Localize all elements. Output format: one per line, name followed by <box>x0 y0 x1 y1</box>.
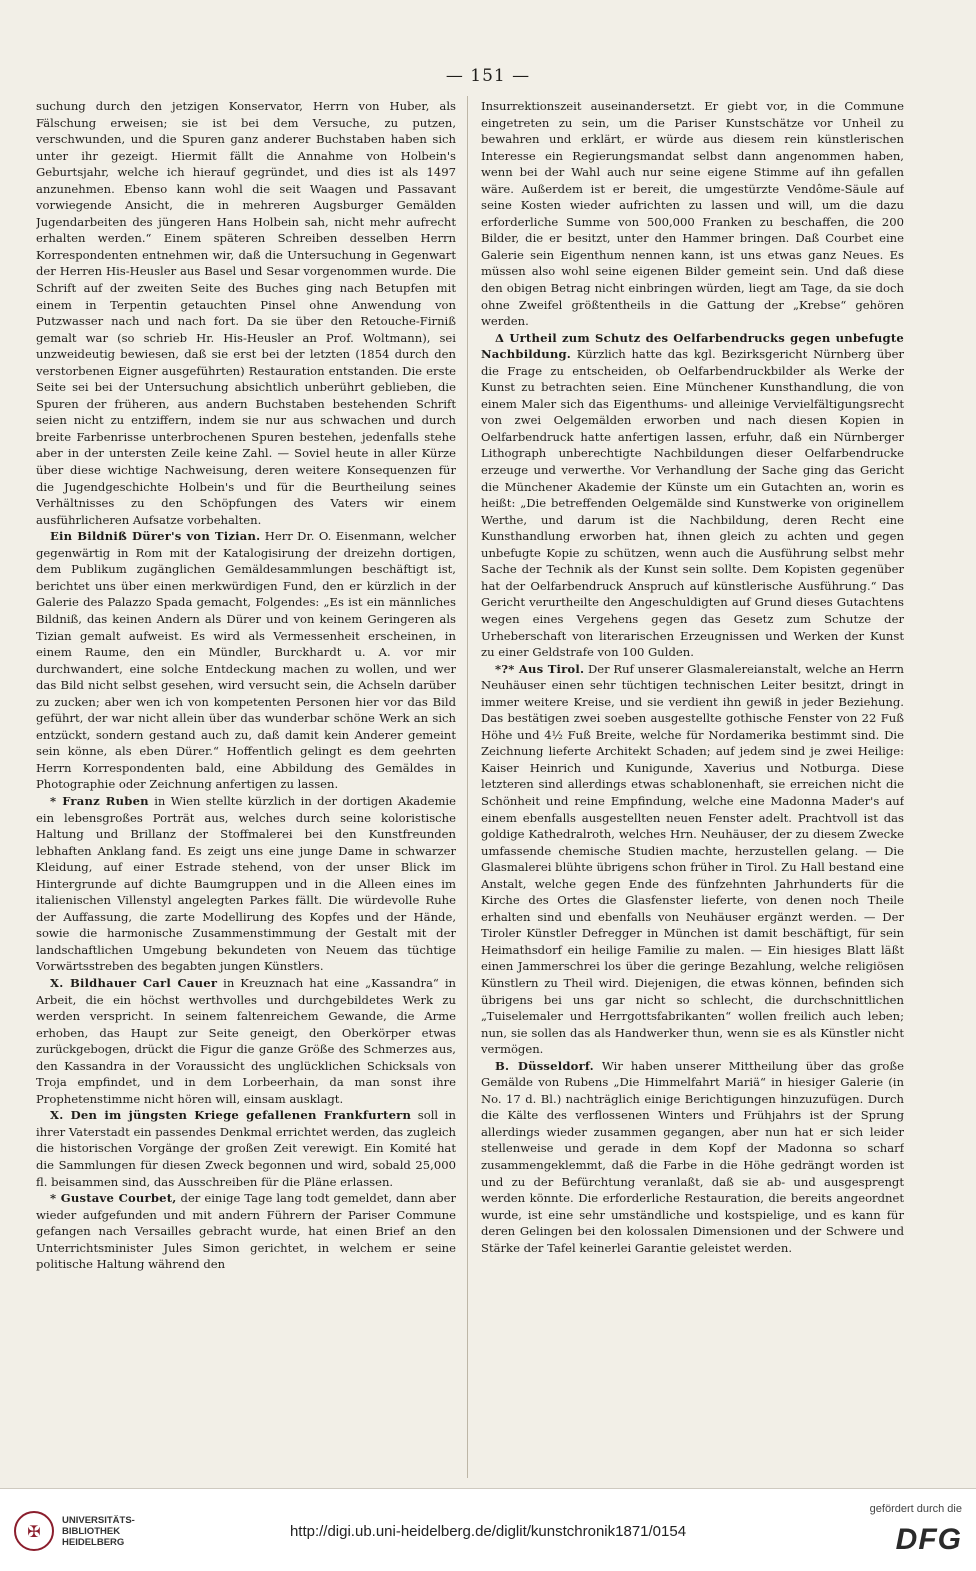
page-number: — 151 — <box>445 66 531 86</box>
article-heading: X. Den im jüngsten Kriege gefallenen Frankfurtern <box>50 1108 412 1123</box>
article-body: Herr Dr. O. Eisenmann, welcher gegenwärtig in Rom mit der Katalogisirung der dreizehn dortigen, dem Publikum zugänglichen Gemäldesammlungen beschäftigt ist, berichtet uns über einen merkwürdigen Fund, den er kürzlich in der Galerie des Palazzo Spada gemacht, Folgendes: „Es ist ein männliches Bildniß, das keinen Andern als Dürer und von keinem Geringeren als Tizian gemalt aufweist. Es wird als Vermessenheit erscheinen, in einem Raume, den ein Mündler, Burckhardt u. A. vor mir durchwandert, eine solche Entdeckung machen zu wollen, und wer das Bild nicht selbst gesehen, wird versucht sein, die Achseln darüber zu zucken; aber wen ich von kompetenten Personen hier vor das Bild geführt, der war nicht allein über das wunderbar schöne Werk an sich entzückt, sondern gestand auch zu, daß damit kein Anderer gemeint sein könne, als eben Dürer.“ Hoffentlich gelingt es dem geehrten Herrn Korrespondenten bald, eine Abbildung des Gemäldes in Photographie oder Zeichnung anfertigen zu lassen. <box>36 529 456 792</box>
article-tirol <box>481 661 904 1058</box>
article-body: in Wien stellte kürzlich in der dortigen Akademie ein lebensgroßes Porträt aus, welches durch seine koloristische Haltung und Brillanz der Stoffmalerei bei den Kunstfreunden lebhaften Anklang fand. Es zeigt uns eine junge Dame in schwarzer Kleidung, auf einer Estrade stehend, von der unser Blick im Hintergrunde auf dichte Baumgruppen und in die Alleen eines im italienischen Villenstyl angelegten Parkes fällt. Die würdevolle Ruhe der Auffassung, die zarte Modellirung des Kopfes und der Hände, sowie die harmonische Zusammenstimmung der Gestalt mit der landschaftlichen Umgebung bekundeten von Neuem das tüchtige Vorwärtsstreben des begabten jungen Künstlers. <box>36 793 456 974</box>
institution-name: UNIVERSITÄTS- BIBLIOTHEK HEIDELBERG <box>62 1514 135 1548</box>
viewer-footer <box>0 1488 976 1571</box>
column-divider <box>467 96 468 1478</box>
article-oelfarbendruck <box>481 330 904 661</box>
left-column <box>36 98 456 1484</box>
article-courbet <box>36 1190 456 1273</box>
article-heading: * Franz Ruben <box>50 793 149 808</box>
dfg-logo: DFG <box>895 1523 962 1556</box>
funded-label: gefördert durch die <box>869 1503 962 1515</box>
article-heading: B. Düsseldorf. <box>495 1058 594 1073</box>
article-body: soll in ihrer Vaterstadt ein passendes Denkmal errichtet werden, das zugleich die historischen Vorgänge der großen Zeit verewigt. Ein Komité hat die Sammlungen für diesen Zweck begonnen und wird, sobald 25,000 fl. beisammen sind, das Ausschreiben für die Pläne erlassen. <box>36 1108 456 1189</box>
article-franz-ruben <box>36 793 456 975</box>
permalink-url[interactable]: http://digi.ub.uni-heidelberg.de/diglit/kunstchronik1871/0154 <box>289 1523 687 1540</box>
university-seal-icon: ✠ <box>14 1511 54 1551</box>
article-heading: Ein Bildniß Dürer's von Tizian. <box>50 529 261 544</box>
article-duesseldorf <box>481 1058 904 1257</box>
article-heading: * Gustave Courbet, <box>50 1191 177 1206</box>
article-heading: *?* Aus Tirol. <box>495 661 585 676</box>
article-frankfurt-monument <box>36 1107 456 1190</box>
article-heading: Δ Urtheil zum Schutz des Oelfarbendrucks gegen unbefugte Nachbildung. <box>481 330 904 362</box>
article-duerer-tizian <box>36 528 456 793</box>
article-body: in Kreuznach hat eine „Kassandra“ in Arbeit, die ein höchst werthvolles und durchgebildetes Werk zu werden verspricht. In seinem faltenreichem Gewande, die Arme erhoben, das Haupt zur Seite geneigt, den Oberkörper etwas zurückgebogen, drückt die Figur die ganze Größe des Schmerzes aus, den Kassandra in der Voraussicht des unglücklichen Schicksals von Troja empfindet, und in dem Lorbeerhain, da man sonst ihre Prophetenstimme nicht hören will, einsam ausklagt. <box>36 975 456 1106</box>
funder-logo[interactable] <box>822 1499 962 1557</box>
article-body: Wir haben unserer Mittheilung über das große Gemälde von Rubens „Die Himmelfahrt Mariä“ in hiesiger Galerie (in No. 17 d. Bl.) nachträglich einige Berichtigungen hinzuzufügen. Durch die Kälte des verflossenen Winters und Frühjahrs ist der Sprung allerdings wieder zusammen gegangen, aber nun hat er sich leider stellenweise und gerade in dem Kopf der Madonna so scharf zusammengeklemmt, daß die Farbe in die Höhe gedrängt worden ist und zu der Befürchtung veranlaßt, daß sie ab- und ausgesprengt werden könnte. Die erforderliche Restauration, die bereits angeordnet wurde, ist eine sehr umständliche und kostspielige, und es kann für deren Gelingen bei den kolossalen Dimensionen und der Schwere und Stärke der Tafel keinerlei Garantie geleistet werden. <box>481 1058 904 1255</box>
article-continuation: Insurrektionszeit auseinandersetzt. Er giebt vor, in die Commune eingetreten zu sein, um die Pariser Kunstschätze vor Unheil zu bewahren und erklärt, er würde aus diesem rein künstlerischen Interesse ein Regierungsmandat selbst dann angenommen haben, wenn bei der Wahl auch nur seine eigene Stimme auf ihn gefallen wäre. Außerdem ist er bereit, die umgestürzte Vendôme-Säule auf seine Kosten wieder aufrichten zu lassen und will, um die dazu erforderliche Summe von 500,000 Franken zu beschaffen, die 200 Bilder, die er besitzt, unter den Hammer bringen. Daß Courbet eine Galerie sein Eigenthum nennen kann, ist uns etwas ganz Neues. Es müssen also wohl seine eigenen Bilder gemeint sein. Und daß diese den obigen Betrag nicht einbringen würden, liegt am Tage, da sie doch ohne Zweifel größtentheils in die Gattung der „Krebse“ gehören werden. <box>481 99 904 329</box>
article-heading: X. Bildhauer Carl Cauer <box>50 975 218 990</box>
article-body: Kürzlich hatte das kgl. Bezirksgericht Nürnberg über die Frage zu entscheiden, ob Oelfarbendruckbilder als Werke der Kunst zu betrachten seien. Eine Münchener Kunsthandlung, die von einem Maler sich das Eigenthums- und alleinige Vervielfältigungsrecht von zwei Oelgemälden erworben und nach diesen Kopien in Oelfarbendruck hatte anfertigen lassen, erfuhr, daß ein Nürnberger Lithograph unberechtigte Nachbildungen dieser Oelfarbendrucke erzeuge und verwerthe. Vor Verhandlung der Sache ging das Gericht die Münchener Akademie der Künste um ein Gutachten an, worin es heißt: „Die betreffenden Oelgemälde sind Kunstwerke von originellem Werthe, und darum ist die Nachbildung, deren Recht eine Kunsthandlung erworben hat, ihnen gleich zu achten und gegen unbefugte Kopie zu schützen, wenn auch die Ausführung selbst mehr Sache der Technik als der Kunst sein sollte. Dem Kopisten gegenüber hat der Oelfarbendruck Anspruch auf künstlerische Ausführung.“ Das Gericht verurtheilte den Angeschuldigten auf Grund dieses Gutachtens wegen eines Vergehens gegen das Gesetz zum Schutze der Urheberschaft von literarischen Erzeugnissen und Werken der Kunst zu einer Geldstrafe von 100 Gulden. <box>481 347 904 660</box>
article-body: der einige Tage lang todt gemeldet, dann aber wieder aufgefunden und mit andern Führern der Pariser Commune gefangen nach Versailles gebracht wurde, hat einen Brief an den Unterrichtsminister Jules Simon gerichtet, in welchem er seine politische Haltung während den <box>36 1191 456 1272</box>
article-body: Der Ruf unserer Glasmalereianstalt, welche an Herrn Neuhäuser einen sehr tüchtigen technischen Leiter besitzt, dringt in immer weitere Kreise, und sie verdient ihn gewiß in jeder Beziehung. Das bestätigen zwei soeben ausgestellte gothische Fenster von 22 Fuß Höhe und 4½ Fuß Breite, welche für Nordamerika bestimmt sind. Die Zeichnung lieferte Architekt Schaden; auf jedem sind je zwei Heilige: Kaiser Heinrich und Kunigunde, Xaverius und Notburga. Diese letzteren sind allerdings etwas schablonenhaft, sie erreichen nicht die Schönheit und reine Empfindung, welche eine Madonna Mader's auf einem ebenfalls ausgestellten neuen Fenster adelt. Prachtvoll ist das goldige Kathedralroth, welches Hrn. Neuhäuser, der zu diesem Zwecke umfassende chemische Studien machte, herzustellen gelang. — Die Glasmalerei blühte übrigens schon früher in Tirol. Zu Hall bestand eine Anstalt, welche gegen Ende des fünfzehnten Jahrhunderts für die Kirche des Ortes die Glasfenster lieferte, von denen noch Theile erhalten sind und ebenfalls von Neuhäuser ergänzt werden. — Der Tiroler Künstler Defregger in München ist damit beschäftigt, für sein Heimathsdorf ein heilige Familie zu malen. — Ein hiesiges Blatt läßt einen Jammerschrei los über die geringe Bezahlung, welche religiösen Künstlern zu Theil wird. Diejenigen, die etwas können, befinden sich übrigens bei uns gar nicht so schlecht, die durchschnittlichen „Tuiselemaler und Herrgottsfabrikanten“ wollen freilich auch leben; nun, sie sollen das als Handwerker thun, wenn sie es als Künstler nicht vermögen. <box>481 661 904 1057</box>
article-continuation: suchung durch den jetzigen Konservator, Herrn von Huber, als Fälschung erweisen; sie ist bei dem Versuche, zu putzen, verschwunden, und die Spuren ganz anderer Buchstaben haben sich unter ihr gezeigt. Hiermit fällt die Annahme von Holbein's Geburtsjahr, welche ich hierauf gegründet, und dies ist als 1497 anzunehmen. Ebenso kann wohl die seit Waagen und Passavant vorwiegende Ansicht, die in mehreren Augsburger Gemälden Jugendarbeiten des jüngeren Hans Holbein sah, nicht mehr aufrecht erhalten werden.“ Einem späteren Schreiben desselben Herrn Korrespondenten entnehmen wir, daß die Untersuchung in Gegenwart der Herren His-Heusler aus Basel und Sesar vorgenommen wurde. Die Schrift auf der zweiten Seite des Buches ging nach Betupfen mit einem in Terpentin getauchten Pinsel ohne Anwendung von Putzwasser nach und nach fort. Da sie über den Retouche-Firniß gemalt war (so schrieb Hr. His-Heusler an Prof. Woltmann), sei unzweideutig bewiesen, daß sie erst bei der letzten (1854 durch den verstorbenen Eigner ausgeführten) Restauration entstanden. Die erste Seite sei bei der Untersuchung absichtlich unberührt geblieben, die Spuren der früheren, aus andern Buchstaben bestehenden Schrift seien nicht zu entziffern, indem sie nur aus schwachen und durch breite Farbenrisse unterbrochenen Spuren bestehen, jedenfalls stehe aber in der untersten Zeile keine Zahl. — Soviel heute in aller Kürze über diese wichtige Nachweisung, deren weitere Konsequenzen für die Jugendgeschichte Holbein's und für die Beurtheilung seines Verhältnisses zu den Schöpfungen des Vaters wir einem ausführlicheren Aufsatze vorbehalten. <box>36 99 456 527</box>
article-carl-cauer <box>36 975 456 1107</box>
right-column <box>481 98 904 1484</box>
